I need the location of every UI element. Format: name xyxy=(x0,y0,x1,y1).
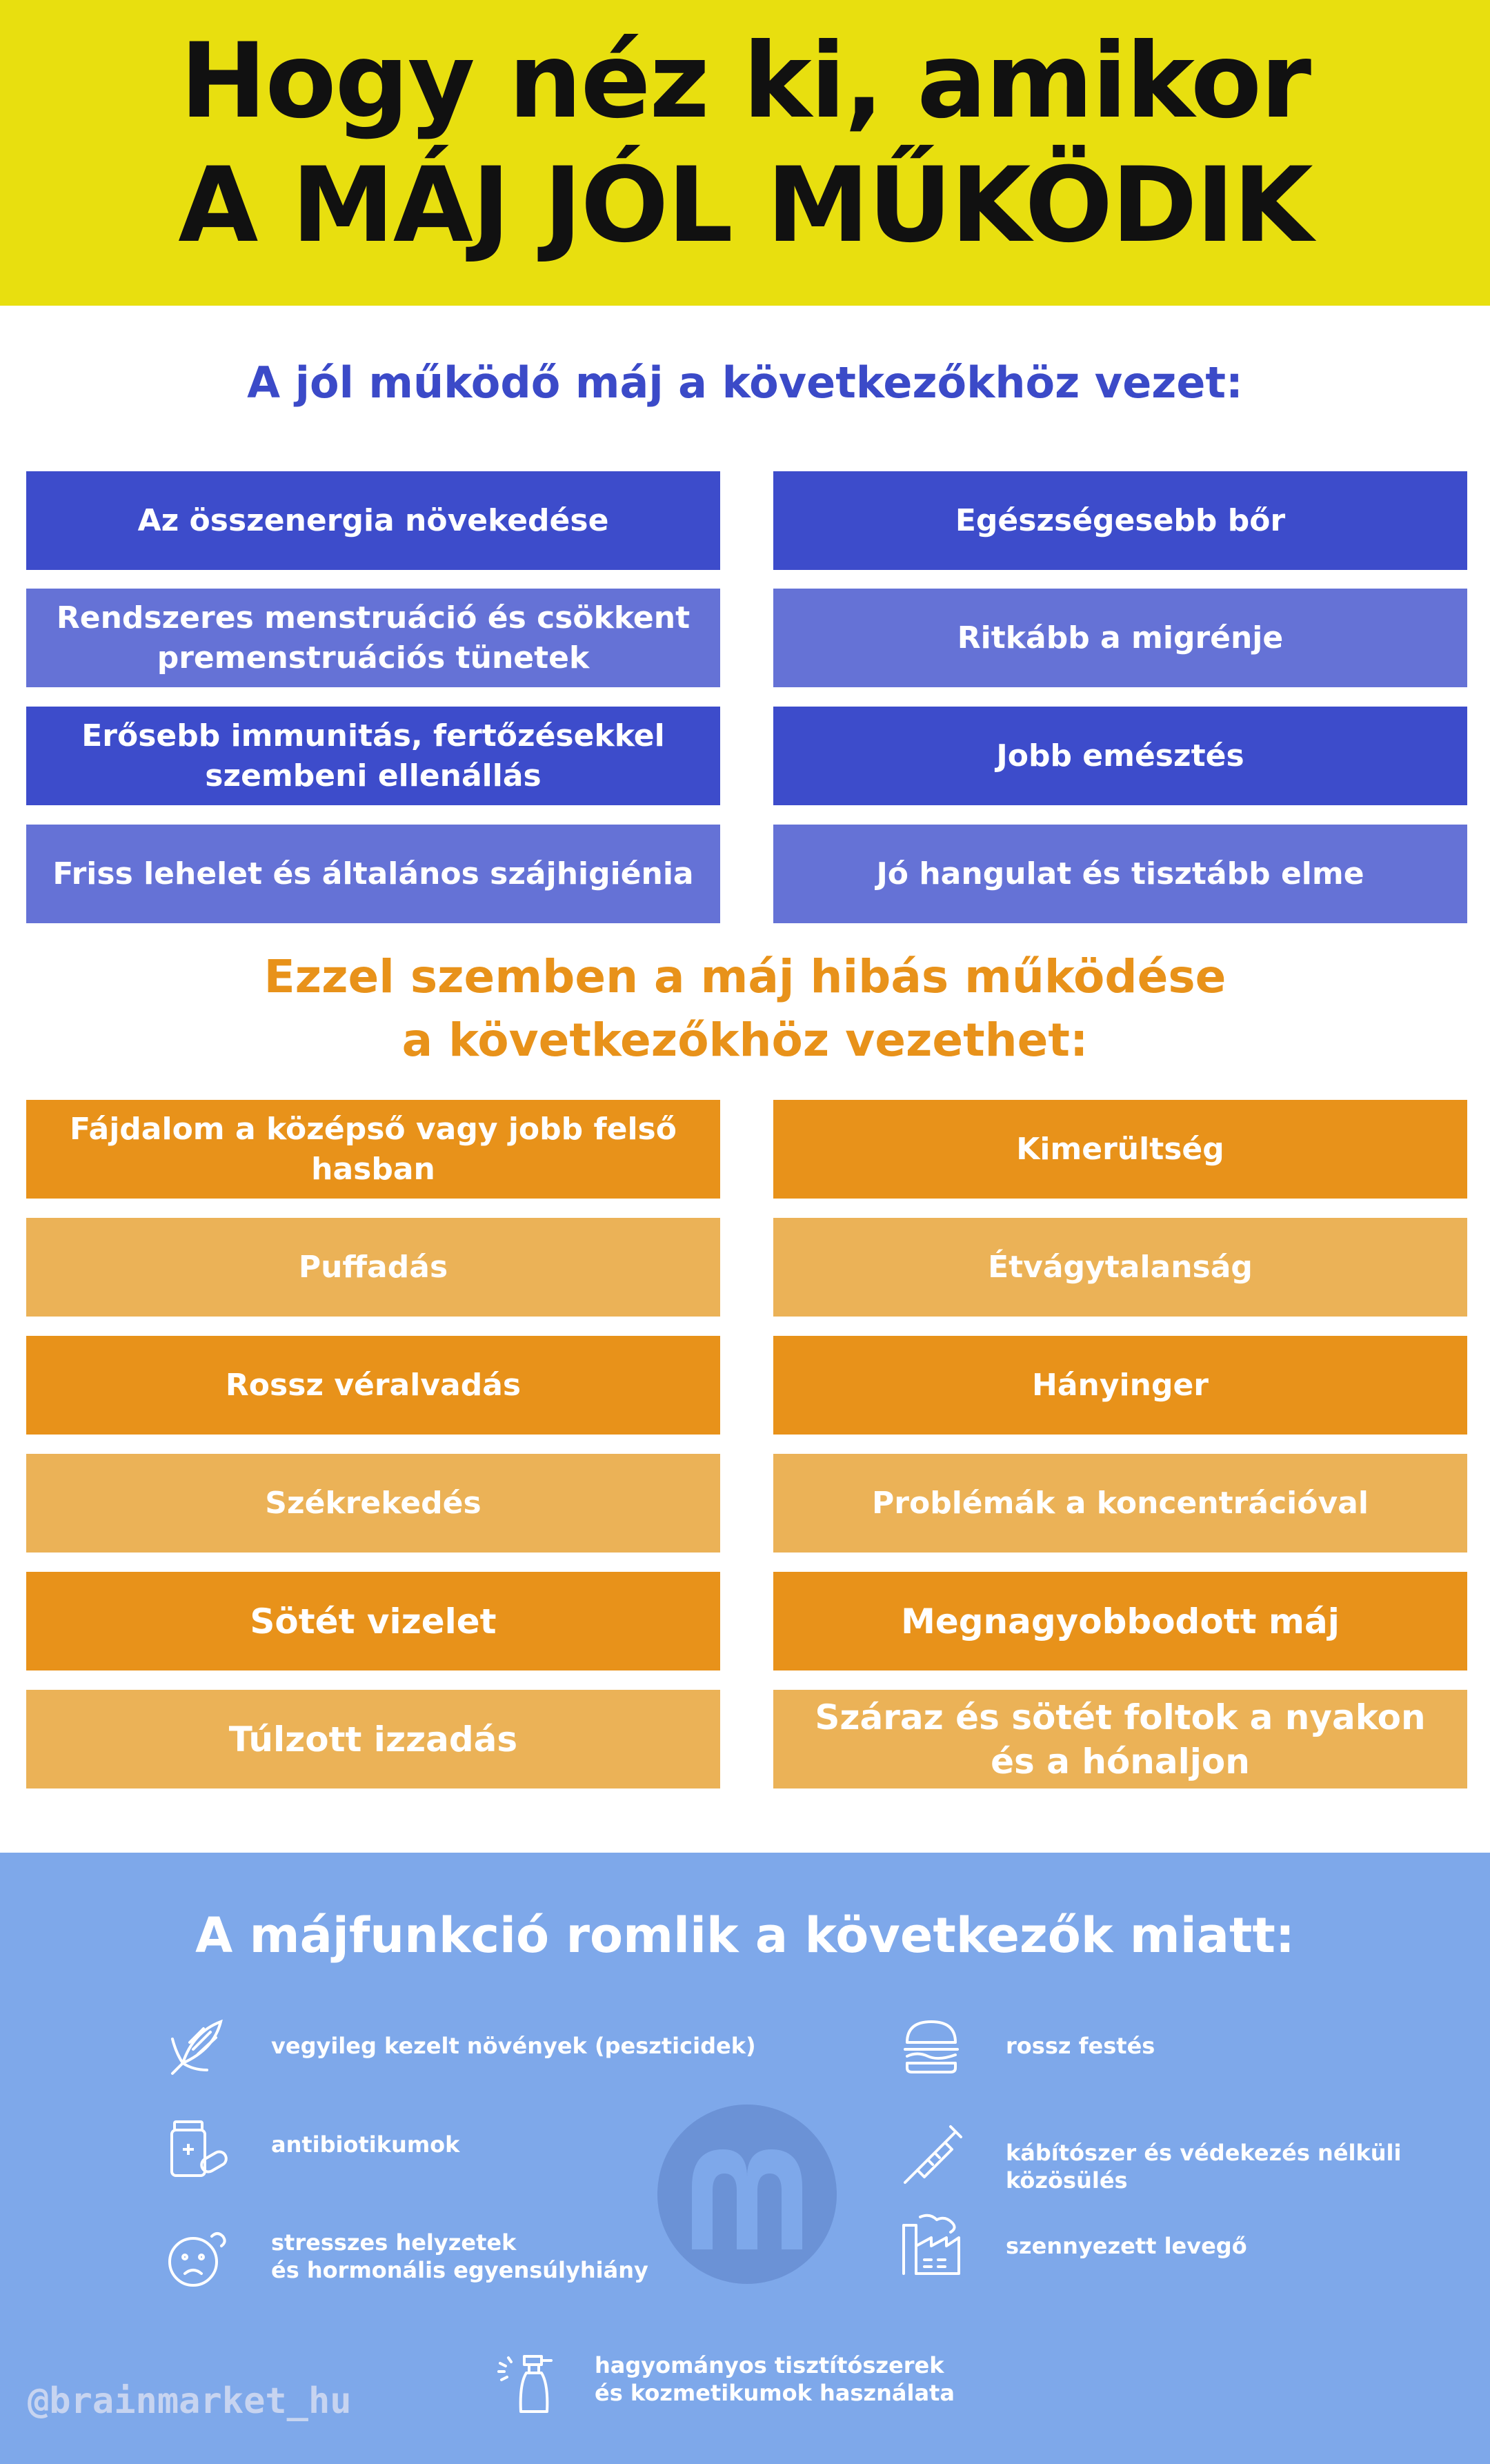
bad-item: Székrekedés xyxy=(26,1454,720,1553)
corn-icon xyxy=(162,2011,231,2080)
cause-text: rossz festés xyxy=(1006,2033,1155,2059)
causes-section-title: A májfunkció romlik a következők miatt: xyxy=(195,1907,1295,1964)
good-item: Egészségesebb bőr xyxy=(773,471,1467,570)
cause-text: kábítószer és védekezés nélküli közösülés xyxy=(1006,2140,1402,2194)
good-item: Az összenergia növekedése xyxy=(26,471,720,570)
cause-text: antibiotikumok xyxy=(271,2131,460,2158)
cause-text: szennyezett levegő xyxy=(1006,2233,1247,2259)
bad-section-title-line-2: a következőkhöz vezethet: xyxy=(401,1014,1089,1067)
good-item: Friss lehelet és általános szájhigiénia xyxy=(26,825,720,923)
bad-item: Fájdalom a középső vagy jobb felső hasban xyxy=(26,1100,720,1199)
bad-item: Problémák a koncentrációval xyxy=(773,1454,1467,1553)
factory-icon xyxy=(897,2211,966,2280)
bad-item: Kimerültség xyxy=(773,1100,1467,1199)
bad-item: Megnagyobbodott máj xyxy=(773,1572,1467,1670)
brainmarket-logo-icon xyxy=(654,2101,840,2287)
cause-text: vegyileg kezelt növények (peszticidek) xyxy=(271,2033,756,2059)
bad-item: Étvágytalanság xyxy=(773,1218,1467,1317)
syringe-icon xyxy=(897,2118,966,2187)
header-banner xyxy=(0,0,1490,306)
social-handle: @brainmarket_hu xyxy=(28,2381,352,2422)
bad-item: Puffadás xyxy=(26,1218,720,1317)
burger-icon xyxy=(897,2011,966,2080)
header-title-line-2: A MÁJ JÓL MŰKÖDIK xyxy=(178,146,1312,266)
bad-section-title-line-1: Ezzel szemben a máj hibás működése xyxy=(264,950,1226,1003)
bad-item: Száraz és sötét foltok a nyakon és a hónaljon xyxy=(773,1690,1467,1788)
stressed-face-icon xyxy=(162,2224,231,2293)
cause-text: hagyományos tisztítószerek és kozmetikumok használata xyxy=(595,2352,955,2406)
good-section-title: A jól működő máj a következőkhöz vezet: xyxy=(247,357,1243,408)
good-item: Rendszeres menstruáció és csökkent premenstruációs tünetek xyxy=(26,589,720,687)
good-item: Jó hangulat és tisztább elme xyxy=(773,825,1467,923)
pills-icon xyxy=(162,2115,231,2184)
cause-text: stresszes helyzetek és hormonális egyensúlyhiány xyxy=(271,2229,648,2283)
header-title-line-1: Hogy néz ki, amikor xyxy=(179,21,1311,141)
good-item: Jobb emésztés xyxy=(773,707,1467,805)
bad-item: Túlzott izzadás xyxy=(26,1690,720,1788)
good-item: Ritkább a migrénje xyxy=(773,589,1467,687)
bad-section-title xyxy=(0,945,1490,1072)
spray-bottle-icon xyxy=(493,2349,562,2418)
bad-item: Rossz véralvadás xyxy=(26,1336,720,1435)
bad-item: Sötét vizelet xyxy=(26,1572,720,1670)
good-item: Erősebb immunitás, fertőzésekkel szembeni ellenállás xyxy=(26,707,720,805)
bad-item: Hányinger xyxy=(773,1336,1467,1435)
